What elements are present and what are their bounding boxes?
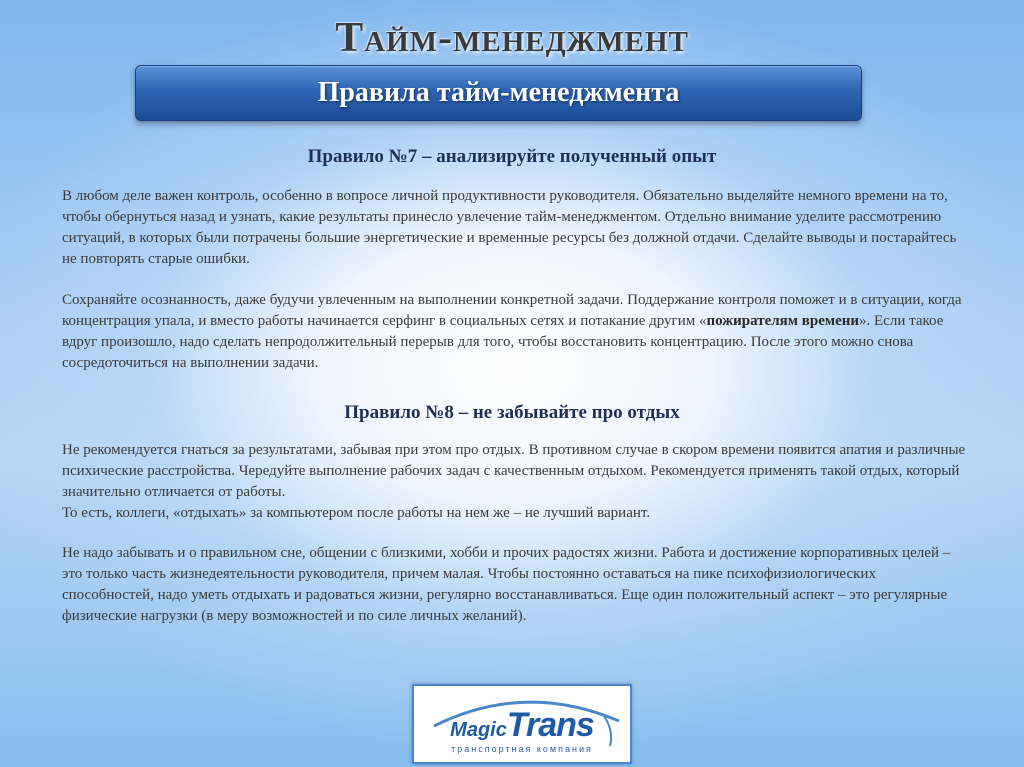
- rule8-p1b-text: То есть, коллеги, «отдыхать» за компьютером после работы на нем же – не лучший вариант.: [62, 505, 651, 521]
- rule7-paragraph-2: [62, 290, 967, 374]
- rule7-p2-text: [62, 290, 967, 374]
- rule7-p1-text: В любом деле важен контроль, особенно в вопросе личной продуктивности руководителя. Обязательно выделяйте немного времени на то, чтобы обернуться назад и узнать, какие результаты принесло увлечение тайм-менеджментом. Отдельно внимание уделите рассмотрению ситуаций, в которых были потрачены большие энергетические и временные ресурсы без должной отдачи. Сделайте выводы и постарайтесь не повторять старые ошибки.: [62, 188, 957, 267]
- rule8-heading: Правило №8 – не забывайте про отдых: [344, 402, 680, 423]
- rule7-p2-before: Сохраняйте осознанность, даже будучи увлеченным на выполнении конкретной задачи. Поддержание контроля поможет и в ситуации, когда концентрация упала, и вместо работы начинается серфинг в социальных сетях и потакание другим «: [62, 292, 962, 329]
- page-title: Тайм-менеджмент: [335, 15, 689, 61]
- rule8-p1-text: Не рекомендуется гнаться за результатами, забывая при этом про отдых. В противном случае в скором времени появится апатия и различные психические расстройства. Чередуйте выполнение рабочих задач с качественным отдыхом. Рекомендуется применять такой отдых, который значительно отличается от работы.: [62, 442, 966, 500]
- rule7-paragraph-1: [62, 186, 967, 270]
- rule8-paragraph-2: [62, 543, 967, 627]
- banner-title: Правила тайм-менеджмента: [317, 77, 680, 108]
- rule8-p2-text: Не надо забывать и о правильном сне, общении с близкими, хобби и прочих радостях жизни. Работа и достижение корпоративных целей – это только часть жизнедеятельности руководителя, причем малая. Чтобы постоянно оставаться на пике психофизиологических способностей, надо уметь отдыхать и радоваться жизни, регулярно восстанавливаться. Еще один положительный аспект – это регулярные физические нагрузки (в меру возможностей и по силе личных желаний).: [62, 545, 951, 624]
- logo-subtitle: транспортная компания: [451, 744, 593, 754]
- logo-magic: Magic: [450, 719, 507, 741]
- rule7-p2-after: ». Если такое вдруг произошло, надо сделать непродолжительный перерыв для того, чтобы восстановить концентрацию. После этого можно снова сосредоточиться на выполнении задачи.: [62, 313, 944, 371]
- section-banner: [135, 65, 862, 121]
- company-logo: [412, 684, 632, 764]
- logo-trans: Trans: [506, 706, 594, 744]
- logo-wordmark: [414, 706, 630, 745]
- rule7-p2-bold: пожирателям времени: [706, 313, 860, 329]
- rule7-heading: Правило №7 – анализируйте полученный опыт: [307, 146, 717, 167]
- rule8-paragraph-1: [62, 440, 967, 524]
